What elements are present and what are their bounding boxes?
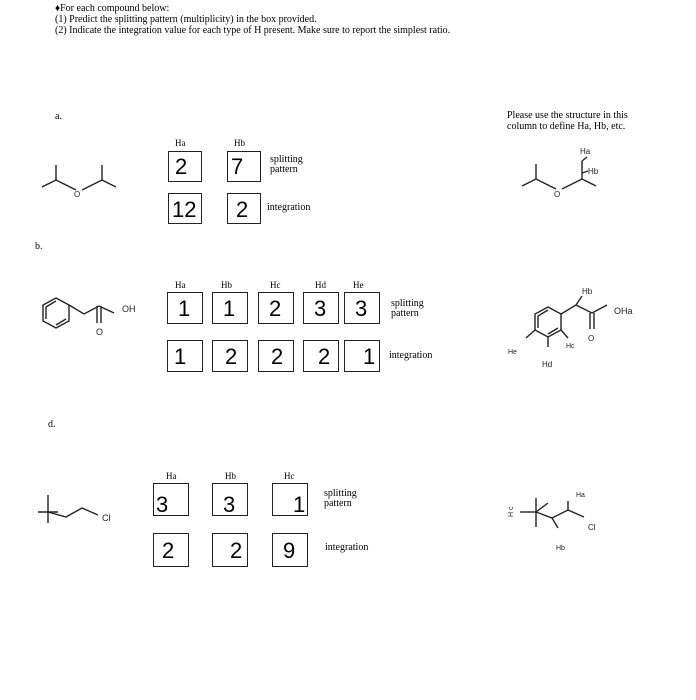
instructions-heading: ♦For each compound below: [55, 3, 170, 14]
hb-label: Hb [588, 167, 599, 176]
b-integration-label: integration [389, 350, 433, 361]
hd-label: Hd [542, 360, 553, 369]
instructions-line-1: (1) Predict the splitting pattern (multiplicity) in the box provided. [55, 14, 317, 25]
molecule-a-right [518, 143, 618, 213]
hc-label: Hc [566, 343, 575, 350]
oxygen-label: O [96, 327, 104, 337]
d-header-ha: Ha [166, 471, 177, 481]
hc-label: H c [508, 506, 515, 517]
oxygen-label: O [554, 190, 561, 199]
a-splitting-hb-box[interactable]: 7 [227, 151, 261, 182]
d-integration-hb-box[interactable]: 2 [212, 533, 248, 567]
oha-label: OHa [614, 306, 633, 316]
b-splitting-hd-box[interactable]: 3 [303, 292, 339, 324]
hb-label: Hb [556, 545, 565, 552]
problem-b-label: b. [35, 241, 43, 252]
b-splitting-he-box[interactable]: 3 [344, 292, 380, 324]
b-header-hc: Hc [270, 280, 281, 290]
a-header-ha: Ha [175, 138, 186, 148]
molecule-d-left [38, 490, 128, 540]
right-column-note: Please use the structure in this column to define Ha, Hb, etc. [507, 110, 628, 132]
chlorine-label: Cl [588, 523, 596, 532]
d-integration-hc-box[interactable]: 9 [272, 533, 308, 567]
hb-label: Hb [582, 287, 593, 296]
hydroxyl-label: OH [122, 304, 136, 314]
molecule-b-left [36, 290, 166, 350]
d-integration-ha-box[interactable]: 2 [153, 533, 189, 567]
oxygen-label: O [588, 334, 595, 343]
ha-label: Ha [580, 147, 591, 156]
d-header-hc: Hc [284, 471, 295, 481]
problem-d-label: d. [48, 419, 56, 430]
a-integration-hb-box[interactable]: 2 [227, 193, 261, 224]
d-splitting-hc-box[interactable]: 1 [272, 483, 308, 516]
oxygen-label: O [74, 190, 81, 199]
b-splitting-ha-box[interactable]: 1 [167, 292, 203, 324]
b-splitting-hc-box[interactable]: 2 [258, 292, 294, 324]
d-splitting-label: splitting pattern [324, 488, 357, 509]
ha-label: Ha [576, 492, 585, 499]
a-splitting-ha-box[interactable]: 2 [168, 151, 202, 182]
d-header-hb: Hb [225, 471, 236, 481]
b-header-hb: Hb [221, 280, 232, 290]
molecule-b-right [504, 283, 674, 378]
problem-a-label: a. [55, 111, 62, 122]
molecule-d-right [504, 483, 624, 563]
chlorine-label: Cl [102, 513, 111, 523]
a-integration-label: integration [267, 202, 311, 213]
d-splitting-ha-box[interactable]: 3 [153, 483, 189, 516]
b-integration-ha-box[interactable]: 1 [167, 340, 203, 372]
a-integration-ha-box[interactable]: 12 [168, 193, 202, 224]
instructions [55, 3, 450, 36]
b-integration-hd-box[interactable]: 2 [303, 340, 339, 372]
b-integration-he-box[interactable]: 1 [344, 340, 380, 372]
d-splitting-hb-box[interactable]: 3 [212, 483, 248, 516]
b-integration-hb-box[interactable]: 2 [212, 340, 248, 372]
b-splitting-hb-box[interactable]: 1 [212, 292, 248, 324]
d-integration-label: integration [325, 542, 369, 553]
a-header-hb: Hb [234, 138, 245, 148]
instructions-line-2: (2) Indicate the integration value for each type of H present. Make sure to report the simplest ratio. [55, 25, 451, 36]
b-integration-hc-box[interactable]: 2 [258, 340, 294, 372]
b-header-he: He [353, 280, 364, 290]
a-splitting-label: splitting pattern [270, 154, 303, 175]
b-header-hd: Hd [315, 280, 326, 290]
b-splitting-label: splitting pattern [391, 298, 424, 319]
b-header-ha: Ha [175, 280, 186, 290]
molecule-a-left [38, 160, 118, 200]
he-label: He [508, 349, 517, 356]
